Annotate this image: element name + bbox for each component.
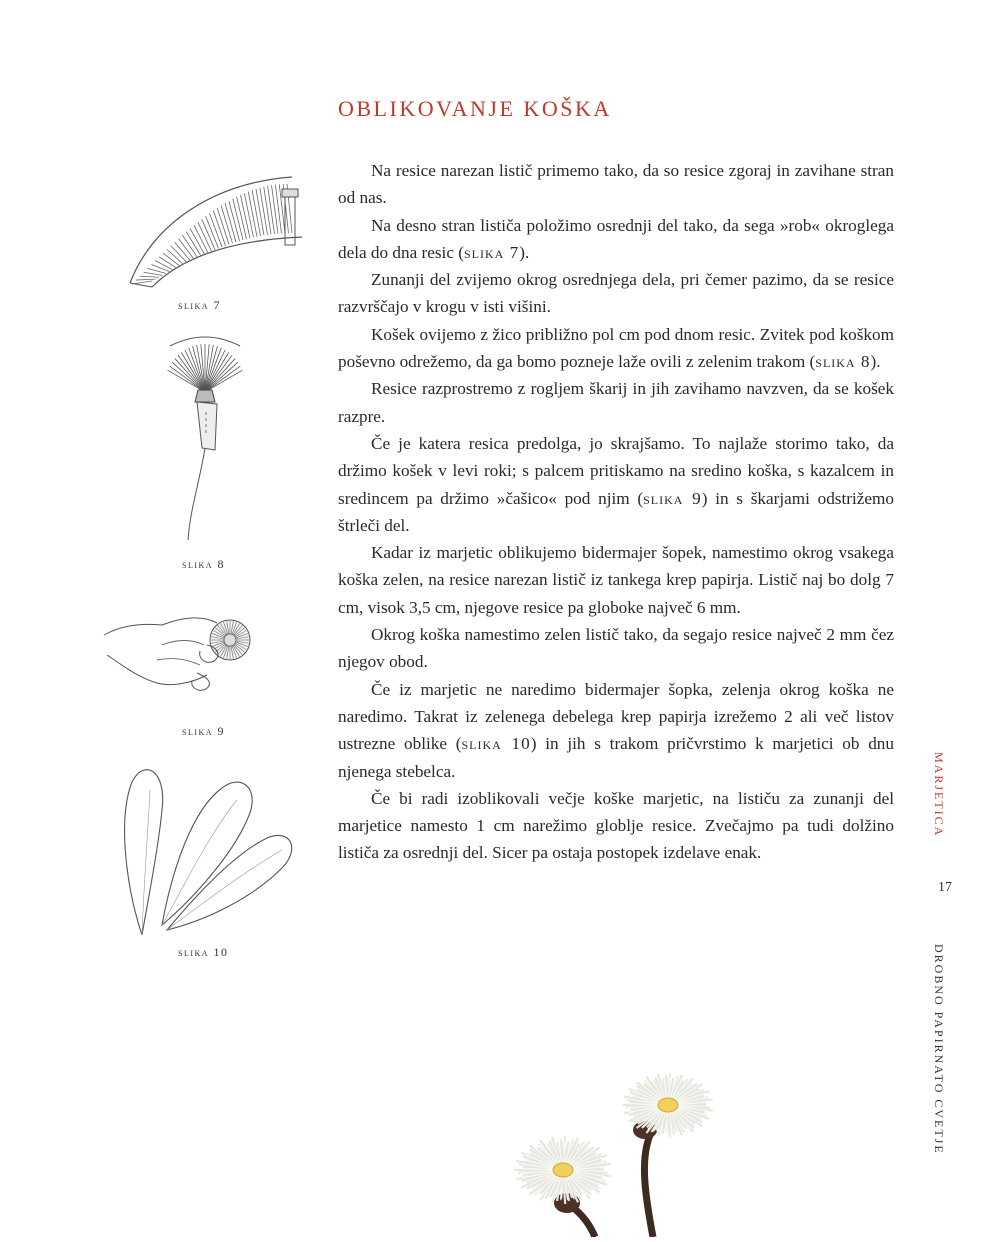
caption-slika-9: slika 9 (182, 724, 226, 738)
caption-slika-7: slika 7 (178, 298, 222, 312)
paragraph: Če bi radi izoblikovali večje koške marjetic, na lističu za zunanji del marjetice namesto 1 cm narežimo globlje resice. Zvečajmo pa tudi dolžino lističa za osrednji del. Sicer pa ostaja postopek izdelave enak. (338, 788, 894, 863)
paragraph: Okrog koška namestimo zelen listič tako, da segajo resice največ 2 mm čez njegov obod. (338, 625, 894, 672)
page-number: 17 (938, 880, 952, 895)
paragraph: Če iz marjetic ne naredimo bidermajer šopka, zelenja okrog koška ne naredimo. Takrat iz zelenega debelega krep papirja izrežemo 2 ali več listov ustrezne oblike (slika 10) in jih s trakom pričvrstimo k marjetici ob dnu njenega stebelca. (338, 679, 894, 781)
daisy-photo (505, 1065, 735, 1242)
caption-slika-10: slika 10 (178, 945, 229, 959)
paragraph: Na resice narezan listič primemo tako, da so resice zgoraj in zavihane stran od nas. (338, 161, 894, 208)
figure-8-flower-on-wire (160, 330, 250, 550)
figure-10-leaves (112, 760, 302, 940)
caption-slika-8: slika 8 (182, 557, 226, 571)
figure-7-fringed-arc (122, 165, 322, 295)
chapter-label: MARJETICA (932, 752, 946, 838)
page-title: OBLIKOVANJE KOŠKA (338, 96, 612, 121)
figure-9-hand-holding-flower (102, 595, 272, 695)
body-text (338, 157, 894, 867)
paragraph: Če je katera resica predolga, jo skrajšamo. To najlaže storimo tako, da držimo košek v levi roki; s palcem pritiskamo na sredino koška, s kazalcem in sredincem pa držimo »čašico« pod njim (slika 9) in s škarjami odstrižemo štrleči del. (338, 433, 894, 535)
paragraph: Košek ovijemo z žico približno pol cm pod dnom resic. Zvitek pod koškom poševno odrežemo, da ga bomo pozneje laže ovili z zelenim trakom (slika 8). (338, 324, 894, 372)
paragraph: Na desno stran lističa položimo osrednji del tako, da sega »rob« okroglega dela do dna resic (slika 7). (338, 215, 894, 262)
paragraph: Kadar iz marjetic oblikujemo bidermajer šopek, namestimo okrog vsakega koška zelen, na resice narezan listič iz tankega krep papirja. Listič naj bo dolg 7 cm, visok 3,5 cm, njegove resice pa globoke največ 6 mm. (338, 543, 894, 617)
paragraph: Resice razprostremo z rogljem škarij in jih zavihamo navzven, da se košek razpre. (338, 379, 894, 426)
book-title: DROBNO PAPIRNATO CVETJE (932, 944, 946, 1155)
paragraph: Zunanji del zvijemo okrog osrednjega dela, pri čemer pazimo, da se resice razvrščajo v krogu v isti višini. (338, 270, 894, 317)
